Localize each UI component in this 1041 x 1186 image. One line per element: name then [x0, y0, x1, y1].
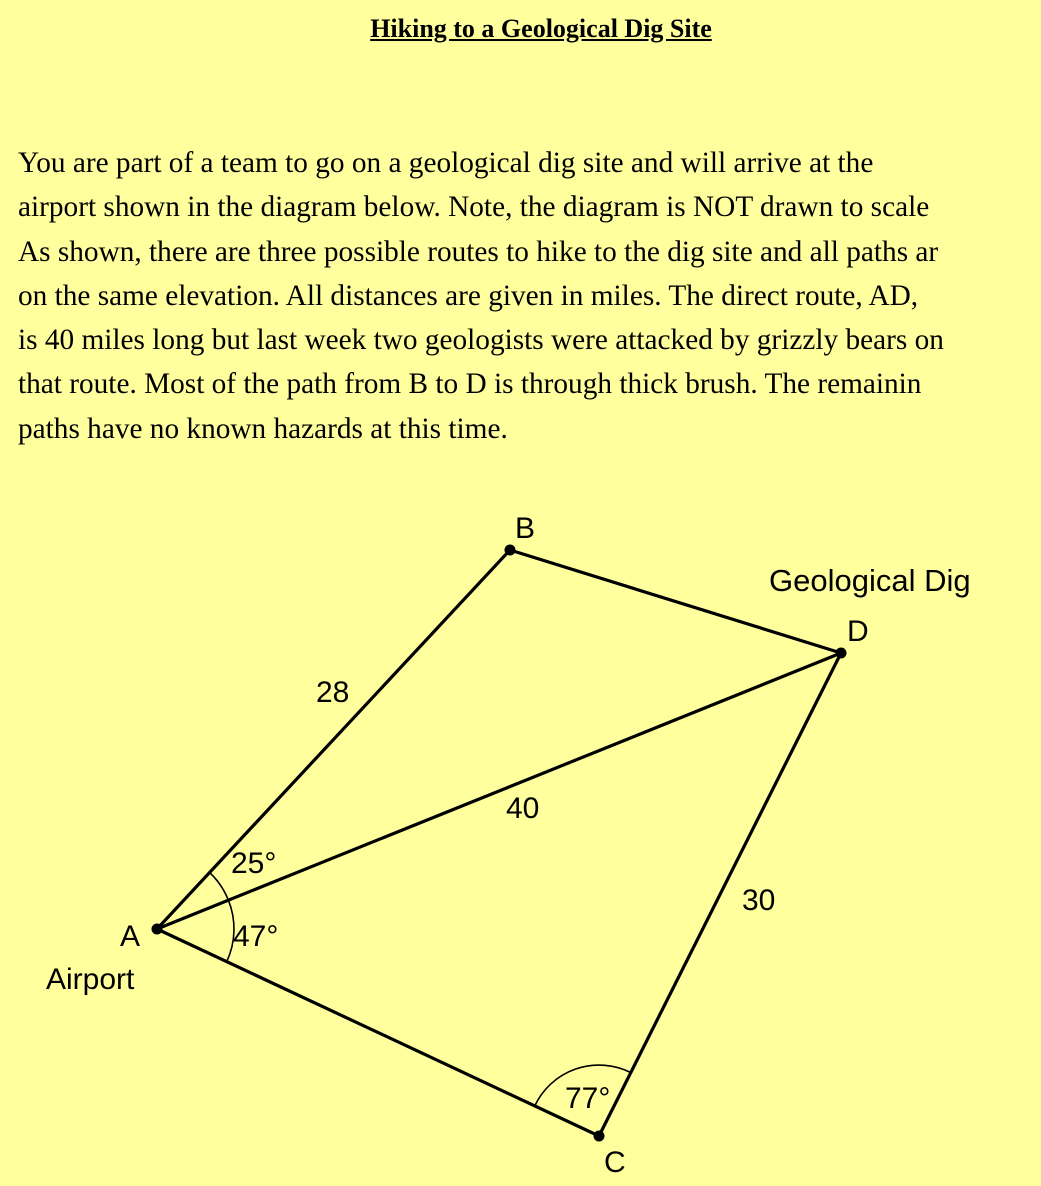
point-d-label: D	[847, 615, 869, 648]
page-title: Hiking to a Geological Dig Site	[370, 14, 712, 43]
airport-label: Airport	[46, 963, 135, 996]
paragraph-line: is 40 miles long but last week two geologists were attacked by grizzly bears on	[18, 324, 944, 357]
length-label-dc: 30	[742, 884, 776, 917]
length-label-ad: 40	[506, 792, 540, 825]
point-c-label: C	[604, 1146, 626, 1179]
paragraph-line: on the same elevation. All distances are given in miles. The direct route, AD,	[18, 279, 919, 312]
angle-arc-bad	[210, 873, 229, 901]
point-d-dot	[836, 648, 847, 659]
segment-dc	[599, 653, 841, 1136]
angle-label-bad: 25°	[231, 847, 277, 880]
paragraph-line: that route. Most of the path from B to D is through thick brush. The remainin	[18, 368, 922, 401]
segment-ad	[157, 653, 841, 929]
point-b-dot	[505, 545, 516, 556]
paragraph-line: paths have no known hazards at this time.	[18, 412, 508, 445]
point-a-label: A	[120, 920, 141, 953]
point-c-dot	[594, 1131, 605, 1142]
point-a-dot	[152, 924, 163, 935]
angle-label-acd: 77°	[565, 1082, 611, 1115]
paragraph-line: As shown, there are three possible routes to hike to the dig site and all paths ar	[18, 235, 939, 268]
angle-label-dac: 47°	[233, 920, 279, 953]
point-b-label: B	[515, 512, 536, 545]
segment-ac	[157, 929, 599, 1136]
length-label-ab: 28	[316, 676, 350, 709]
paragraph-line: You are part of a team to go on a geological dig site and will arrive at the	[18, 147, 874, 179]
paragraph-line: airport shown in the diagram below. Note, the diagram is NOT drawn to scale	[18, 191, 930, 224]
geological-dig-label: Geological Dig	[769, 563, 971, 598]
